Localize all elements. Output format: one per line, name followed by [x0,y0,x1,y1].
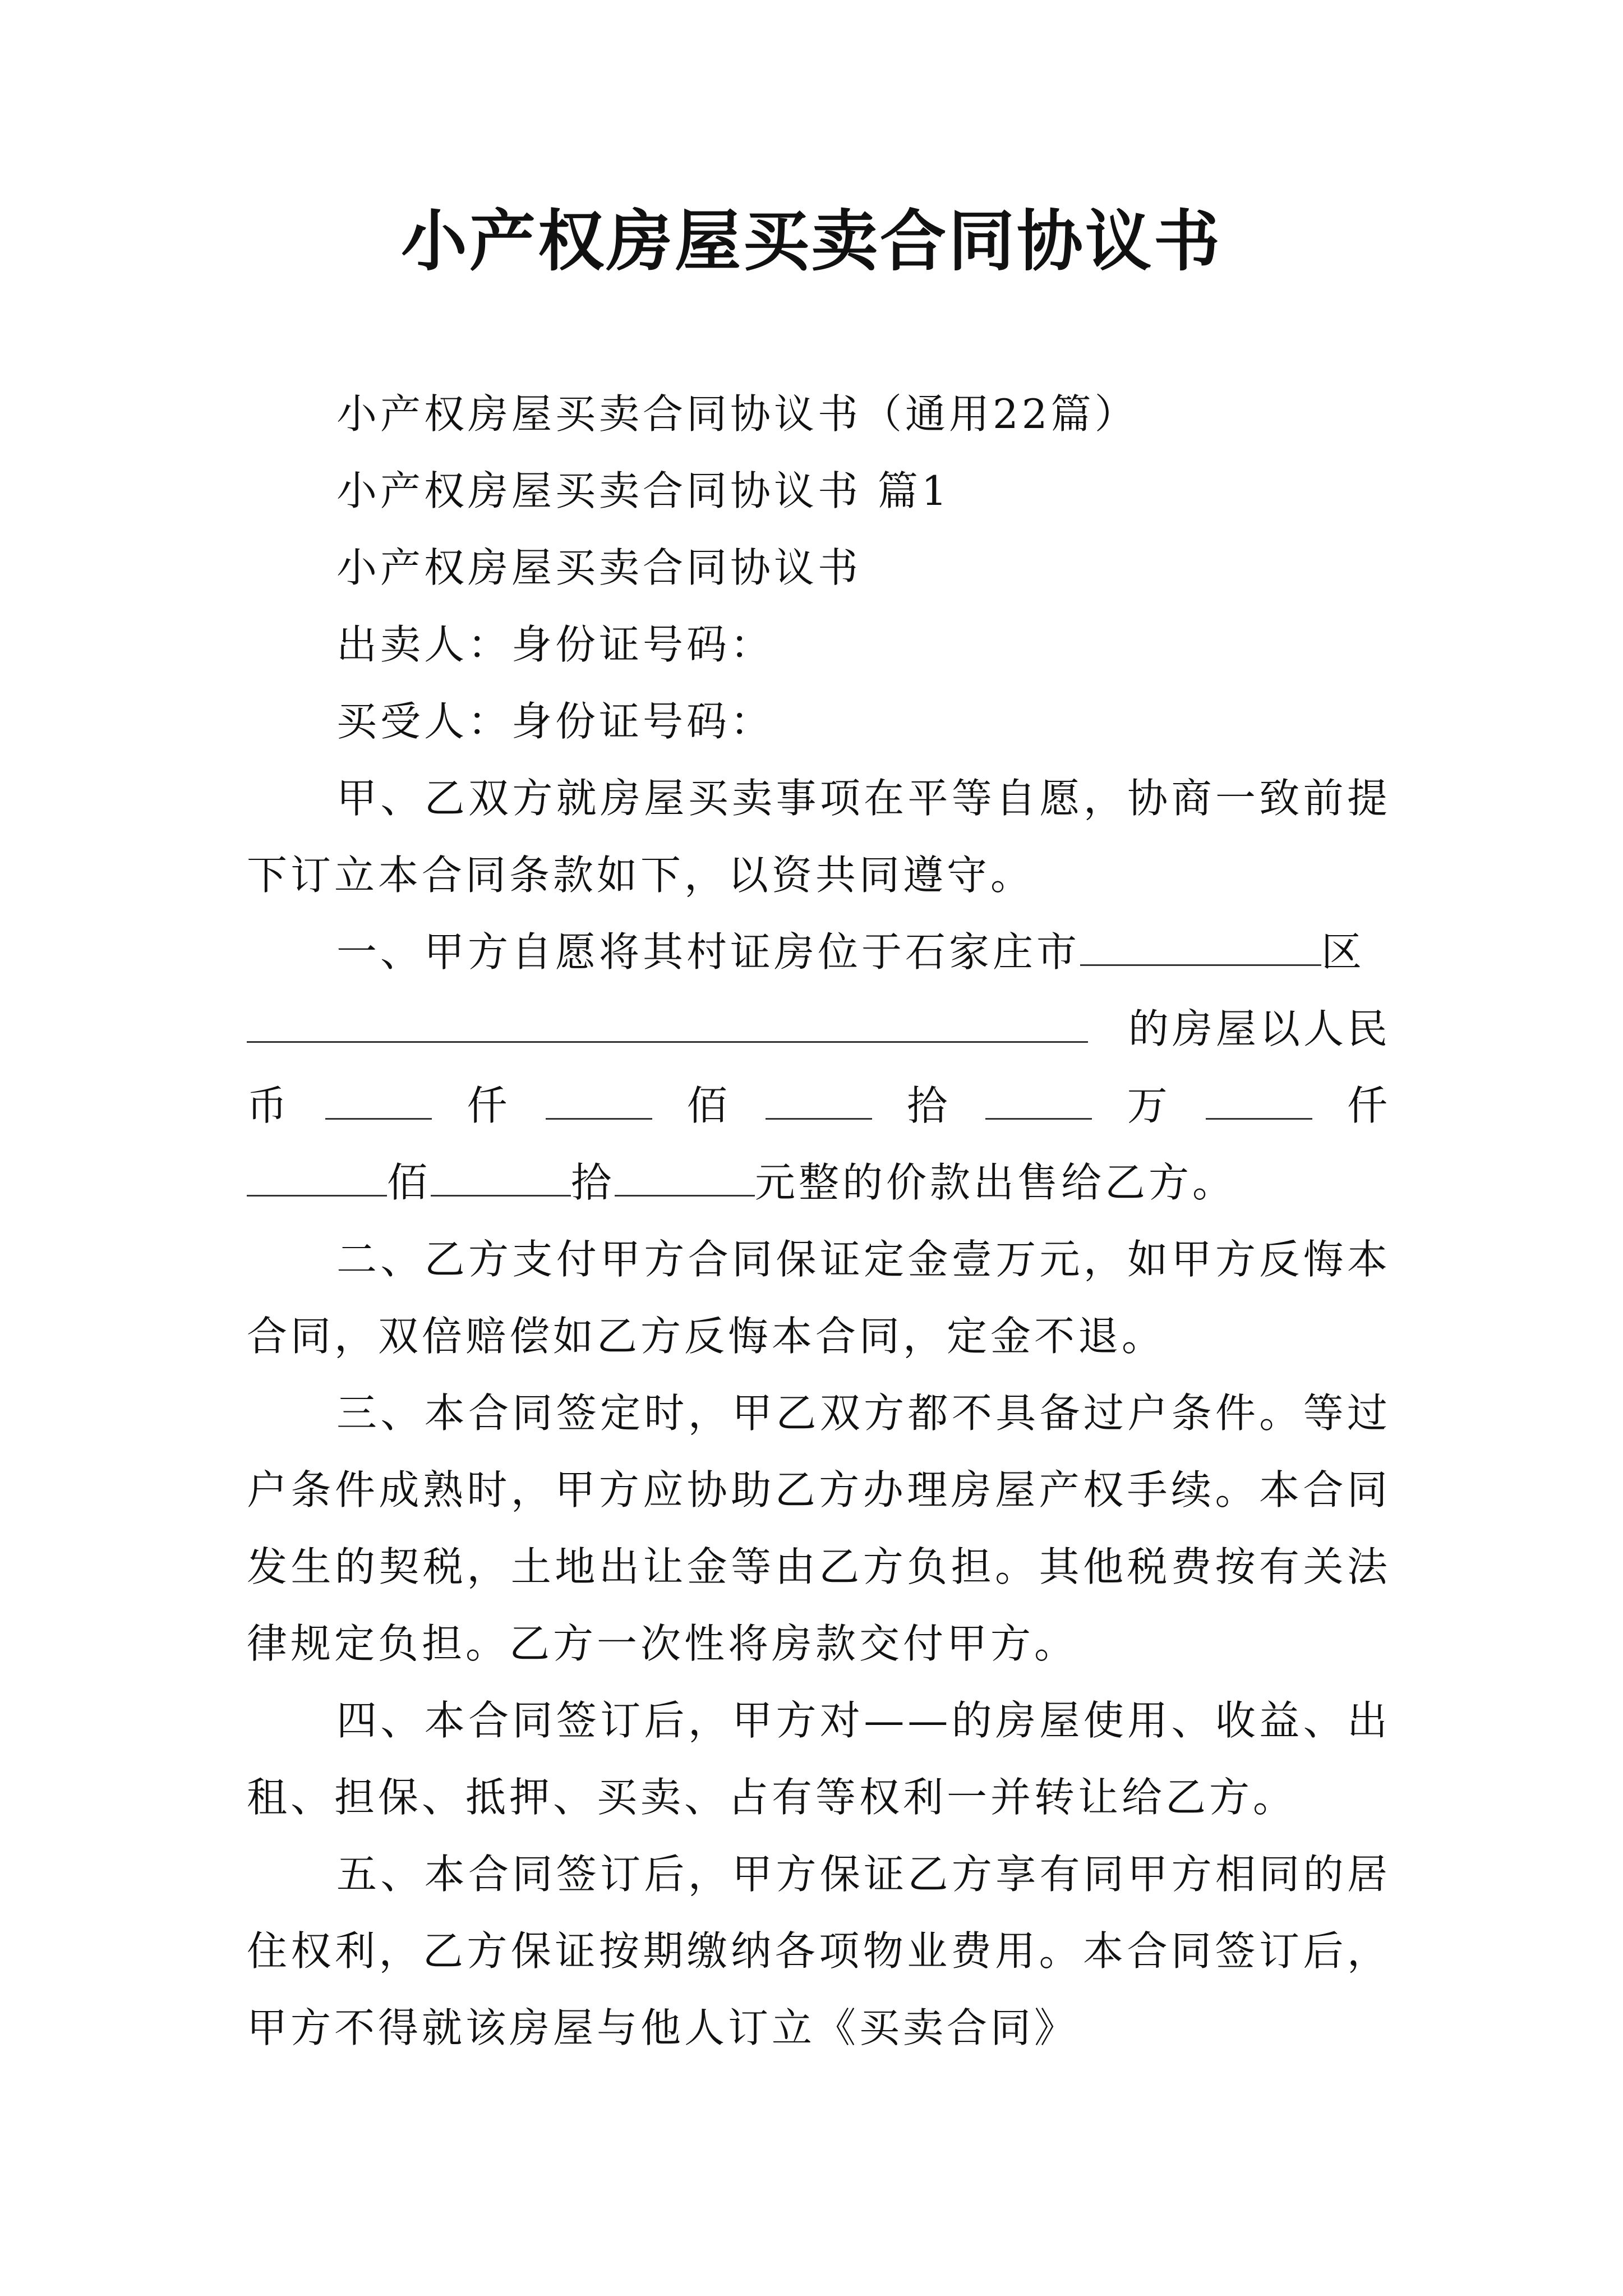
document-title: 小产权房屋买卖合同协议书 [400,202,1222,280]
amount-blank [1206,1083,1312,1120]
document-body [247,376,1391,2067]
amount-blank [985,1083,1092,1120]
clause-1-line-2 [247,991,1391,1068]
clause-1-line-3 [247,1068,1391,1144]
seller-line: 出卖人：身份证号码： [336,621,774,668]
amount-blank [325,1083,432,1120]
clause-2-paragraph: 二、乙方支付甲方合同保证定金壹万元，如甲方反悔本合同，双倍赔偿如乙方反悔本合同，定金不退。 [247,1236,1391,1360]
amount-blank [247,1160,387,1197]
clause-5-paragraph: 五、本合同签订后，甲方保证乙方享有同甲方相同的居住权利，乙方保证按期缴纳各项物业费用。本合同签订后，甲方不得就该房屋与他人订立《买卖合同》 [247,1851,1391,2051]
unit-wan: 万 [1127,1082,1171,1129]
address-blank [247,1006,1088,1043]
unit-bai-1: 佰 [686,1082,731,1129]
unit-qian-1: 仟 [467,1082,511,1129]
buyer-line: 买受人：身份证号码： [336,698,774,745]
amount-blank [766,1083,872,1120]
amount-blank [431,1160,571,1197]
unit-bai-2: 佰 [387,1159,431,1206]
clause-1-text-a: 一、甲方自愿将其村证房位于石家庄市 [336,928,1081,976]
district-blank [1080,930,1321,966]
clause-4-paragraph: 四、本合同签订后，甲方对——的房屋使用、收益、出租、担保、抵押、买卖、占有等权利一并转让给乙方。 [247,1697,1391,1821]
unit-shi-1: 拾 [907,1082,951,1129]
unit-shi-2: 拾 [571,1159,615,1206]
clause-3-paragraph: 三、本合同签定时，甲乙双方都不具备过户条件。等过户条件成熟时，甲方应协助乙方办理房屋产权手续。本合同发生的契税，土地出让金等由乙方负担。其他税费按有关法律规定负担。乙方一次性将房款交付甲方。 [247,1389,1391,1667]
clause-1-text-c: 的房屋以人民 [1128,1005,1391,1052]
contract-heading: 小产权房屋买卖合同协议书 [336,544,862,591]
clause-1-line-4 [247,1144,1391,1221]
clause-1-text-b: 区 [1321,928,1366,976]
amount-blank [546,1083,652,1120]
unit-qian-2: 仟 [1347,1082,1391,1129]
section-heading: 小产权房屋买卖合同协议书 篇1 [336,467,951,514]
clause-1-paragraph [247,914,1391,991]
subtitle-line: 小产权房屋买卖合同协议书（通用22篇） [336,390,1138,438]
preamble-paragraph: 甲、乙双方就房屋买卖事项在平等自愿，协商一致前提下订立本合同条款如下，以资共同遵守。 [247,775,1391,899]
amount-blank [615,1160,755,1197]
clause-1-text-end: 元整的价款出售给乙方。 [755,1159,1237,1206]
currency-label: 币 [247,1082,291,1129]
